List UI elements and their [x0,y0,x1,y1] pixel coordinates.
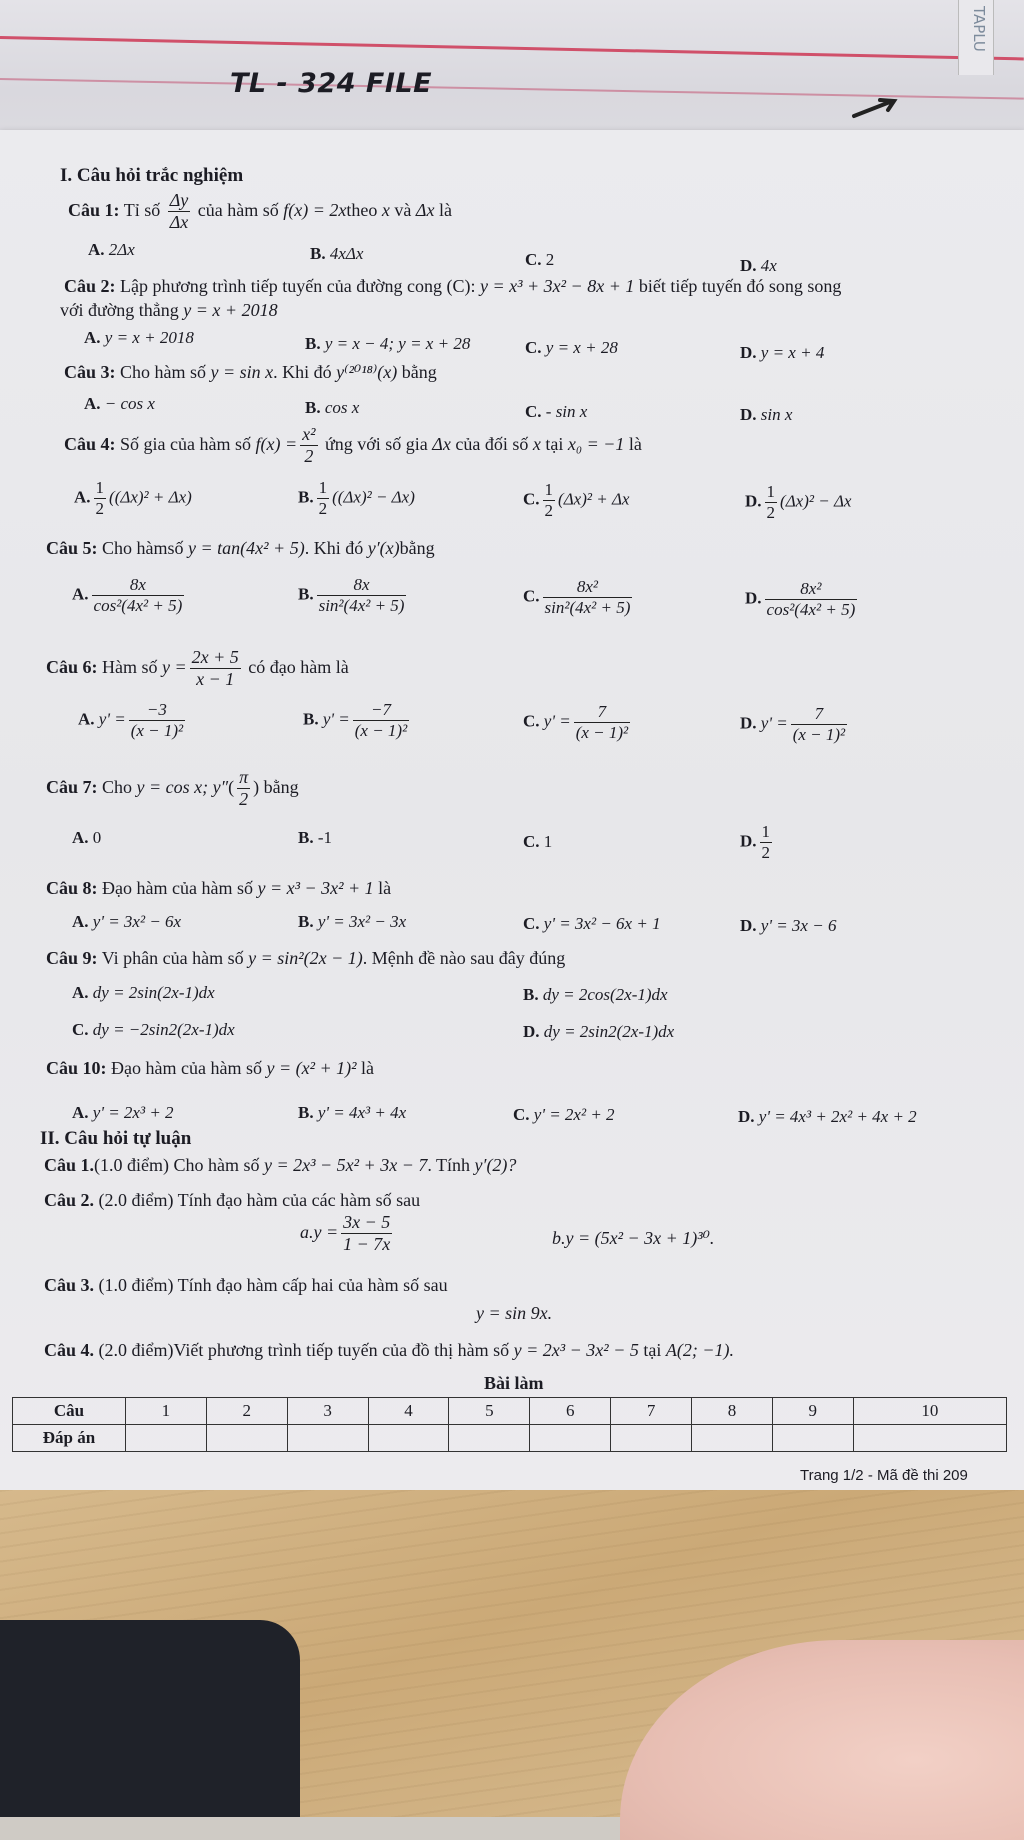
question-10: Câu 10: Đạo hàm của hàm số y = (x² + 1)² là [46,1058,375,1078]
question-3: Câu 3: Cho hàm số y = sin x. Khi đó y⁽²⁰¹⁸⁾(x) bằng [64,362,437,382]
answer-col-3: 3 [287,1398,368,1425]
essay-question-1: Câu 1.(1.0 điểm) Cho hàm số y = 2x³ − 5x² + 3x − 7. Tính y′(2)? [44,1155,517,1175]
dark-object [0,1620,300,1817]
q6-option-b: B. y' = $\frac{-7}{\text{(x − 1)²}}$ [303,700,408,740]
q2-math: y = x³ + 3x² − 8x + 1 [480,276,635,296]
answer-cell-10[interactable] [853,1425,1006,1452]
answer-col-1: 1 [126,1398,207,1425]
q5-option-c: C. $\frac{\text{8x²}}{\text{sin²(4x² + 5)}}$ [523,577,631,617]
header-title: TL - 324 FILE [230,68,433,99]
q5-option-a: A. $\frac{8x}{\text{cos²(4x² + 5)}}$ [72,575,183,615]
q2-option-c: C. y = x + 28 [525,338,618,357]
section2-title: II. Câu hỏi tự luận [40,1128,192,1149]
q5-option-d: D. $\frac{\text{8x²}}{\text{cos²(4x² + 5)}}$ [745,579,856,619]
answer-table [12,1397,1007,1452]
q1-label: Câu 1: [68,199,120,220]
answer-cell-8[interactable] [692,1425,773,1452]
q1-option-b: B. 4xΔx [310,244,364,263]
q1-option-d: D. 4x [740,256,777,275]
essay-question-4: Câu 4. (2.0 điểm)Viết phương trình tiếp tuyến của đồ thị hàm số y = 2x³ − 3x² − 5 tại A(2; −1). [44,1340,734,1360]
q8-option-b: B. y' = 3x² − 3x [298,912,407,931]
q6-option-d: D. y' = $\frac{7}{\text{(x − 1)²}}$ [740,704,846,744]
q4-option-d: D. $\frac{1}{2}$ (Δx)² − Δx [745,482,852,522]
answer-cell-6[interactable] [530,1425,611,1452]
q7-option-c: C. 1 [523,832,553,851]
question-7: Câu 7: Cho y = cos x; y″( $\frac{\pi}{2}$ ) bằng [46,767,299,809]
q2-option-a: A. y = x + 2018 [84,328,194,347]
q3-option-c: C. - sin x [525,402,588,421]
essay-question-2b: b.y = (5x² − 3x + 1)³⁰. [552,1228,715,1248]
answer-col-6: 6 [530,1398,611,1425]
answer-col-8: 8 [692,1398,773,1425]
answer-cell-5[interactable] [449,1425,530,1452]
question-6: Câu 6: Hàm số y = $\frac{2x + 5}{x - 1}$ có đạo hàm là [46,647,349,689]
answer-col-2: 2 [206,1398,287,1425]
answer-cell-7[interactable] [611,1425,692,1452]
q9-option-b: B. dy = 2cos(2x-1)dx [523,985,668,1004]
answer-header-cau: Câu [13,1398,126,1425]
q6-option-a: A. y' = $\frac{-3}{\text{(x − 1)²}}$ [78,700,184,740]
question-5: Câu 5: Cho hàmsố y = tan(4x² + 5). Khi đó y′(x)bằng [46,538,435,558]
q3-option-d: D. sin x [740,405,793,424]
q10-option-d: D. y' = 4x³ + 2x² + 4x + 2 [738,1107,917,1126]
section1-title: I. Câu hỏi trắc nghiệm [60,165,244,186]
answer-cell-4[interactable] [368,1425,449,1452]
q5-option-b: B. $\frac{8x}{\text{sin²(4x² + 5)}}$ [298,575,405,615]
answer-col-10: 10 [853,1398,1006,1425]
q4-option-a: A. $\frac{1}{2}$ ((Δx)² + Δx) [74,478,192,518]
q2-option-d: D. y = x + 4 [740,343,825,362]
q9-option-d: D. dy = 2sin2(2x-1)dx [523,1022,675,1041]
q7-option-b: B. -1 [298,828,333,847]
question-4: Câu 4: Số gia của hàm số f(x) = $\frac{\text{x²}}{2}$ ứng với số gia Δx của đối số x tại x₀ = −1 là [64,424,642,466]
answer-cell-2[interactable] [206,1425,287,1452]
q10-option-b: B. y' = 4x³ + 4x [298,1103,407,1122]
answer-cell-3[interactable] [287,1425,368,1452]
pen-mark-icon [850,96,900,122]
q10-option-c: C. y' = 2x² + 2 [513,1105,615,1124]
q8-option-c: C. y' = 3x² − 6x + 1 [523,914,661,933]
answer-col-4: 4 [368,1398,449,1425]
q1-text: Tỉ số [123,199,161,220]
q8-option-d: D. y' = 3x − 6 [740,916,837,935]
top-sheet [0,0,1024,150]
q2-option-b: B. y = x − 4; y = x + 28 [305,334,471,353]
question-2-line2: với đường thẳng y = x + 2018 [60,300,278,320]
q7-option-d: D. $\frac{1}{2}$ [740,822,771,862]
question-2: Câu 2: Lập phương trình tiếp tuyến của đường cong (C): y = x³ + 3x² − 8x + 1 biết tiếp tuyến đó song song [64,276,842,296]
q8-option-a: A. y' = 3x² − 6x [72,912,182,931]
q6-option-c: C. y' = $\frac{7}{\text{(x − 1)²}}$ [523,702,629,742]
answer-col-5: 5 [449,1398,530,1425]
red-margin-line [0,36,1024,60]
q1-math: f(x) = 2x [283,199,347,220]
answer-col-7: 7 [611,1398,692,1425]
q7-option-a: A. 0 [72,828,102,847]
question-8: Câu 8: Đạo hàm của hàm số y = x³ − 3x² + 1 là [46,878,392,898]
q1-option-c: C. 2 [525,250,555,269]
essay-question-3-math: y = sin 9x. [476,1303,553,1323]
answer-header-dap-an: Đáp án [13,1425,126,1452]
question-9: Câu 9: Vi phân của hàm số y = sin²(2x − 1). Mệnh đề nào sau đây đúng [46,948,566,968]
q4-option-b: B. $\frac{1}{2}$ ((Δx)² − Δx) [298,478,415,518]
essay-question-3: Câu 3. (1.0 điểm) Tính đạo hàm cấp hai của hàm số sau [44,1275,448,1295]
q4-option-c: C. $\frac{1}{2}$ (Δx)² + Δx [523,480,630,520]
answer-row-questions [13,1398,1007,1425]
q1-option-a: A. 2Δx [88,240,135,259]
essay-question-2a: a.y = $\frac{3x - 5}{1 - 7x}$ [300,1212,391,1254]
essay-question-2: Câu 2. (2.0 điểm) Tính đạo hàm của các hàm số sau [44,1190,421,1210]
page-footer: Trang 1/2 - Mã đề thi 209 [800,1467,968,1484]
q3-option-b: B. cos x [305,398,360,417]
q1-fraction: $\frac{\Delta y}{\Delta x}$ [169,190,189,232]
answer-row-answers [13,1425,1007,1452]
q10-option-a: A. y' = 2x³ + 2 [72,1103,174,1122]
answer-cell-1[interactable] [126,1425,207,1452]
question-1: Câu 1: Tỉ số $\frac{\Delta y}{\Delta x}$ của hàm số f(x) = 2xtheo x và Δx là [68,190,452,232]
q9-option-a: A. dy = 2sin(2x-1)dx [72,983,215,1002]
side-tab-text: TAPLU [970,6,988,52]
q3-option-a: A. − cos x [84,394,155,413]
answer-sheet-title: Bài làm [484,1373,544,1393]
answer-cell-9[interactable] [772,1425,853,1452]
q9-option-c: C. dy = −2sin2(2x-1)dx [72,1020,235,1039]
answer-col-9: 9 [772,1398,853,1425]
